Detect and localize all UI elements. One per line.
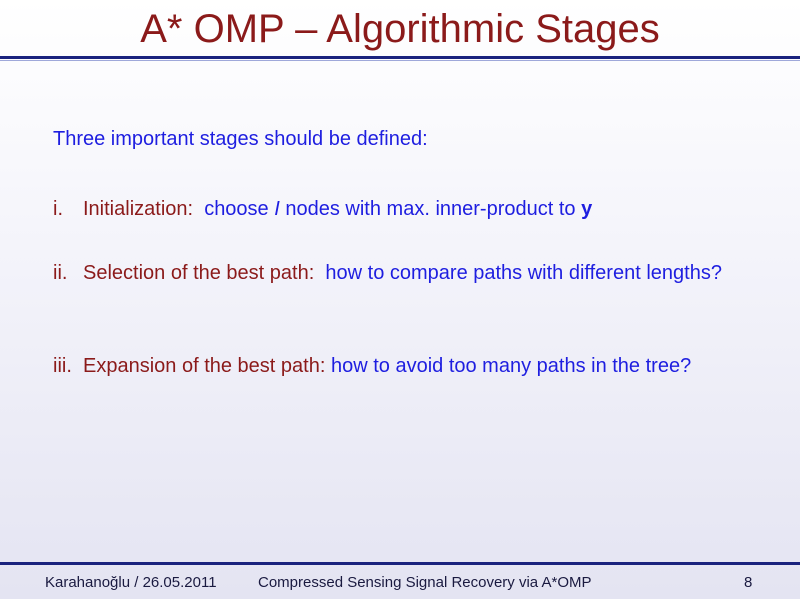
item-text-cont: nodes with max. inner-product to: [285, 198, 576, 220]
list-item-expansion: [53, 350, 753, 382]
item-text: choose: [204, 198, 269, 220]
footer-talk-title: Compressed Sensing Signal Recovery via A*OMP: [258, 574, 592, 591]
item-text: how to avoid too many paths in the tree?: [330, 355, 692, 377]
list-item-initialization: [53, 193, 753, 225]
item-label: Selection of the best path:: [83, 262, 315, 284]
list-number: i.: [53, 198, 63, 220]
item-text: how to compare paths with different lengths?: [325, 262, 722, 284]
title-divider: [0, 56, 800, 59]
page-number: 8: [744, 574, 753, 591]
slide-title: A* OMP – Algorithmic Stages: [140, 7, 660, 51]
variable-I: I: [274, 198, 280, 220]
intro-text: Three important stages should be defined:: [53, 128, 428, 150]
title-divider-thin: [0, 60, 800, 61]
list-item-selection: [53, 257, 753, 289]
list-number: iii.: [53, 355, 72, 377]
list-number: ii.: [53, 262, 68, 284]
item-label: Expansion of the best path:: [83, 355, 326, 377]
variable-y: y: [581, 198, 593, 220]
footer-author-date: Karahanoğlu / 26.05.2011: [45, 574, 217, 591]
footer-divider: [0, 562, 800, 565]
item-label: Initialization:: [83, 198, 194, 220]
